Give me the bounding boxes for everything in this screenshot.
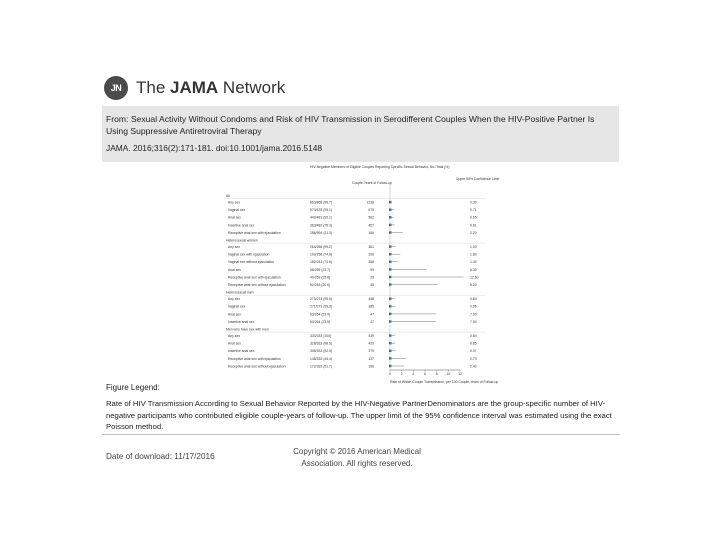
couple-years-value: 137 — [368, 356, 374, 361]
figure-legend-label: Figure Legend: — [106, 383, 160, 392]
upper-limit-value: 7.90 — [470, 319, 477, 324]
x-tick-label: 12 — [458, 372, 462, 376]
behavior-label: Insertive anal sex — [228, 319, 255, 324]
behavior-label: Any sex — [228, 297, 241, 302]
upper-limit-value: 1.80 — [470, 252, 477, 257]
participants-value: 273/274 (99.6) — [310, 297, 333, 302]
behavior-label: Receptive anal sex with ejaculation — [228, 356, 281, 361]
upper-limit-value: 0.30 — [470, 200, 477, 205]
behavior-label: Receptive anal sex with ejaculation — [228, 275, 281, 280]
behavior-label: Any sex — [228, 200, 241, 205]
group-label: Men who have sex with men — [226, 327, 269, 332]
couple-years-value: 675 — [368, 208, 374, 213]
couple-years-value: 562 — [368, 215, 374, 220]
upper-limit-value: 0.84 — [470, 334, 477, 338]
upper-limit-value: 7.90 — [470, 312, 477, 317]
behavior-label: Vaginal sex — [228, 304, 246, 309]
participants-value: 573/578 (99.1) — [310, 208, 333, 213]
couple-years-value: 47 — [370, 319, 374, 324]
brand-prefix: The — [136, 78, 171, 97]
couple-years-value: 156 — [368, 364, 374, 369]
x-tick-label: 4 — [412, 372, 415, 376]
upper-limit-value: 0.71 — [470, 208, 477, 213]
couple-years-value: 361 — [368, 245, 374, 249]
upper-limit-value: 0.97 — [470, 349, 477, 354]
participants-value: 40/253 (15.8) — [310, 275, 331, 280]
participants-value: 63/264 (23.9) — [310, 312, 331, 317]
x-tick-label: 2 — [400, 372, 403, 376]
behavior-label: Anal sex — [228, 341, 242, 346]
upper-limit-value: 2.20 — [470, 230, 477, 235]
participants-value: 443/481 (92.1) — [310, 215, 333, 220]
article-title: From: Sexual Activity Without Condoms and Risk of HIV Transmission in Serodifferent Couples When the HIV-Positive Partner Is Using Suppressive Antiretroviral Therapy — [106, 114, 595, 136]
brand-bold: JAMA — [170, 78, 219, 97]
column-header-upper-limit: Upper 95% Confidence Limit — [456, 177, 500, 181]
participants-value: 172/333 (51.7) — [310, 364, 333, 369]
couple-years-value: 439 — [368, 334, 374, 338]
participants-value: 863/868 (99.7) — [310, 200, 333, 205]
jama-network-logo — [104, 75, 285, 101]
couple-years-value: 385 — [368, 304, 374, 309]
forest-plot-figure — [224, 164, 500, 390]
participants-value: 186/594 (31.3) — [310, 230, 333, 235]
couple-years-value: 433 — [368, 341, 374, 346]
couple-years-value: 59 — [370, 267, 374, 272]
column-header-participants: HIV-Negative Members of Eligible Couples Reporting Specific Sexual Behavior, No./Total (%) — [310, 165, 450, 169]
behavior-label: Insertive anal sex — [228, 349, 255, 354]
x-tick-label: 8 — [435, 372, 438, 376]
x-axis-label: Rate of Within-Couple Transmission, per 100 Couple-Years of Follow-up — [390, 380, 499, 384]
upper-limit-value: 0.81 — [470, 223, 477, 228]
behavior-label: Vaginal sex with ejaculation — [228, 252, 270, 257]
participants-value: 63/264 (23.9) — [310, 319, 331, 324]
group-label: Heterosexual men — [226, 290, 254, 295]
participants-value: 271/273 (99.3) — [310, 304, 333, 309]
couple-years-value: 438 — [368, 297, 374, 302]
upper-limit-value: 2.40 — [470, 364, 477, 369]
couple-years-value: 29 — [370, 275, 374, 280]
upper-limit-value: 2.70 — [470, 356, 477, 361]
behavior-label: Anal sex — [228, 312, 242, 317]
upper-limit-value: 0.65 — [470, 215, 477, 220]
brand-suffix: Network — [218, 78, 286, 97]
participants-value: 148/333 (44.4) — [310, 356, 333, 361]
jn-logo-mark: JN — [104, 76, 128, 100]
behavior-label: Anal sex — [228, 215, 242, 220]
participants-value: 264/266 (99.2) — [310, 245, 333, 249]
behavior-label: Receptive anal sex without ejaculation — [228, 364, 286, 369]
copyright-notice: Copyright © 2016 American Medical Association. All rights reserved. — [293, 447, 421, 468]
upper-limit-value: 1.00 — [470, 245, 477, 249]
couple-years-value: 45 — [370, 283, 374, 287]
x-tick-label: 10 — [446, 372, 451, 376]
download-date: Date of download: 11/17/2016 — [106, 452, 215, 461]
upper-limit-value: 6.30 — [470, 267, 477, 272]
behavior-label: Insertive anal sex — [228, 223, 255, 228]
couple-years-value: 206 — [368, 252, 374, 257]
participants-value: 58/255 (22.7) — [310, 267, 331, 272]
behavior-label: Receptive anal sex with ejaculation — [228, 230, 281, 235]
behavior-label: Vaginal sex without ejaculation — [228, 260, 275, 265]
figure-legend-text: Rate of HIV Transmission According to Sexual Behavior Reported by the HIV-Negative PartnerDenominators are the group-specific number of HIV-negative participants who contributed eligible couple-years of follow-up. The upper limit of the 95% confidence interval was estimated using the exact Poisson method. — [106, 399, 612, 431]
couple-years-value: 379 — [368, 349, 374, 354]
behavior-label: Receptive anal sex without ejaculation — [228, 283, 286, 287]
participants-value: 328/333 (98.5) — [310, 341, 333, 346]
upper-limit-value: 0.84 — [470, 297, 477, 302]
behavior-label: Any sex — [228, 334, 241, 338]
article-citation: JAMA. 2016;316(2):171-181. doi:10.1001/jama.2016.5148 — [106, 143, 323, 153]
upper-limit-value: 1.40 — [470, 260, 477, 265]
brand-name — [136, 78, 285, 98]
behavior-label: Vaginal sex — [228, 208, 246, 213]
behavior-label: Any sex — [228, 245, 241, 249]
behavior-label: Anal sex — [228, 267, 242, 272]
footer-divider — [102, 434, 620, 435]
group-label: All — [226, 194, 230, 198]
upper-limit-value: 0.85 — [470, 341, 477, 346]
participants-value: 333/333 (100) — [310, 334, 332, 338]
group-label: Heterosexual women — [226, 238, 258, 243]
upper-limit-value: 0.96 — [470, 304, 477, 309]
x-tick-label: 6 — [424, 372, 426, 376]
couple-years-value: 258 — [368, 260, 374, 265]
participants-value: 182/244 (74.6) — [310, 260, 333, 265]
couple-years-value: 47 — [370, 312, 374, 317]
couple-years-value: 1238 — [366, 200, 374, 205]
participants-value: 193/258 (74.8) — [310, 252, 333, 257]
participants-value: 308/333 (92.5) — [310, 349, 333, 354]
upper-limit-value: 8.20 — [470, 283, 477, 287]
couple-years-value: 166 — [368, 230, 374, 235]
participants-value: 363/482 (75.3) — [310, 223, 333, 228]
column-header-couple-years: Couple-Years of Follow-up — [352, 181, 392, 185]
upper-limit-value: 12.60 — [470, 275, 479, 280]
couple-years-value: 457 — [368, 223, 374, 228]
x-tick-label: 0 — [389, 372, 391, 376]
participants-value: 52/253 (20.6) — [310, 283, 331, 287]
